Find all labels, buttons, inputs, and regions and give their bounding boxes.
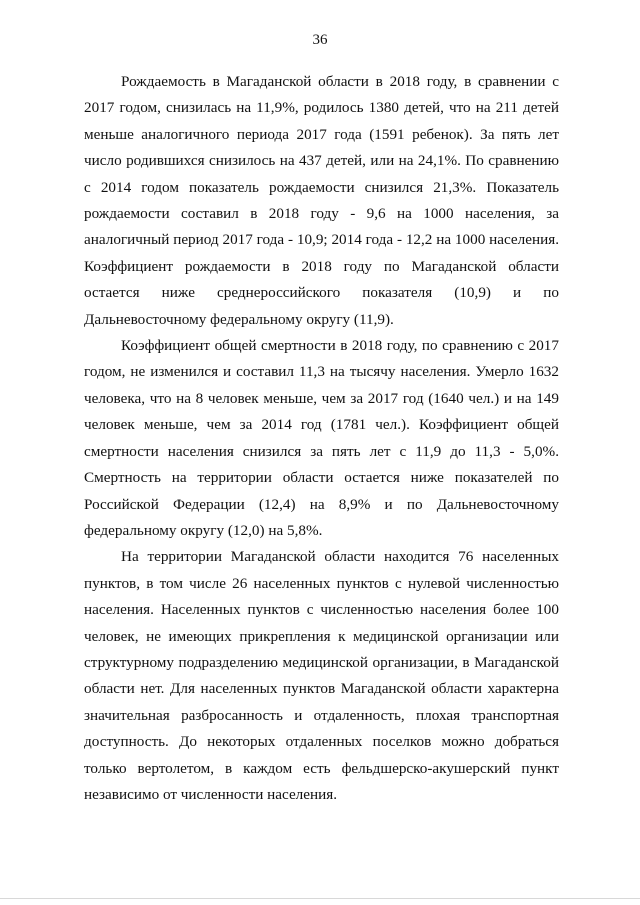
paragraph-settlements: На территории Магаданской области находится 76 населенных пунктов, в том числе 26 населенных пунктов с нулевой численностью населения. Населенных пунктов с численностью населения более 100 человек, не имеющих прикрепления к медицинской организации или структурному подразделению медицинской организации, в Магаданской области нет. Для населенных пунктов Магаданской области характерна значительная разбросанность и отдаленность, плохая транспортная доступность. До некоторых отдаленных поселков можно добраться только вертолетом, в каждом есть фельдшерско-акушерский пункт независимо от численности населения. [84,548,559,803]
paragraph-birth-rate: Рождаемость в Магаданской области в 2018 году, в сравнении с 2017 годом, снизилась на 11,9%, родилось 1380 детей, что на 211 детей меньше аналогичного периода 2017 года (1591 ребенок). За пять лет число родившихся снизилось на 437 детей, или на 24,1%. По сравнению с 2014 годом показатель рождаемости снизился 21,3%. Показатель рождаемости составил в 2018 году - 9,6 на 1000 населения, за аналогичный период 2017 года - 10,9; 2014 года - 12,2 на 1000 населения. Коэффициент рождаемости в 2018 году по Магаданской области остается ниже среднероссийского показателя (10,9) и по Дальневосточному федеральному округу (11,9). [84,73,559,328]
page-bottom-edge [0,898,640,899]
page-number: 36 [312,32,328,48]
paragraph-mortality: Коэффициент общей смертности в 2018 году, по сравнению с 2017 годом, не изменился и составил 11,3 на тысячу населения. Умерло 1632 человека, что на 8 человек меньше, чем за 2017 год (1640 чел.) и на 149 человек меньше, чем за 2014 год (1781 чел.). Коэффициент общей смертности населения снизился за пять лет с 11,9 до 11,3 - 5,0%. Смертность на территории области остается ниже показателей по Российской Федерации (12,4) на 8,9% и по Дальневосточному федеральному округу (12,0) на 5,8%. [84,337,559,539]
document-body [84,69,559,808]
